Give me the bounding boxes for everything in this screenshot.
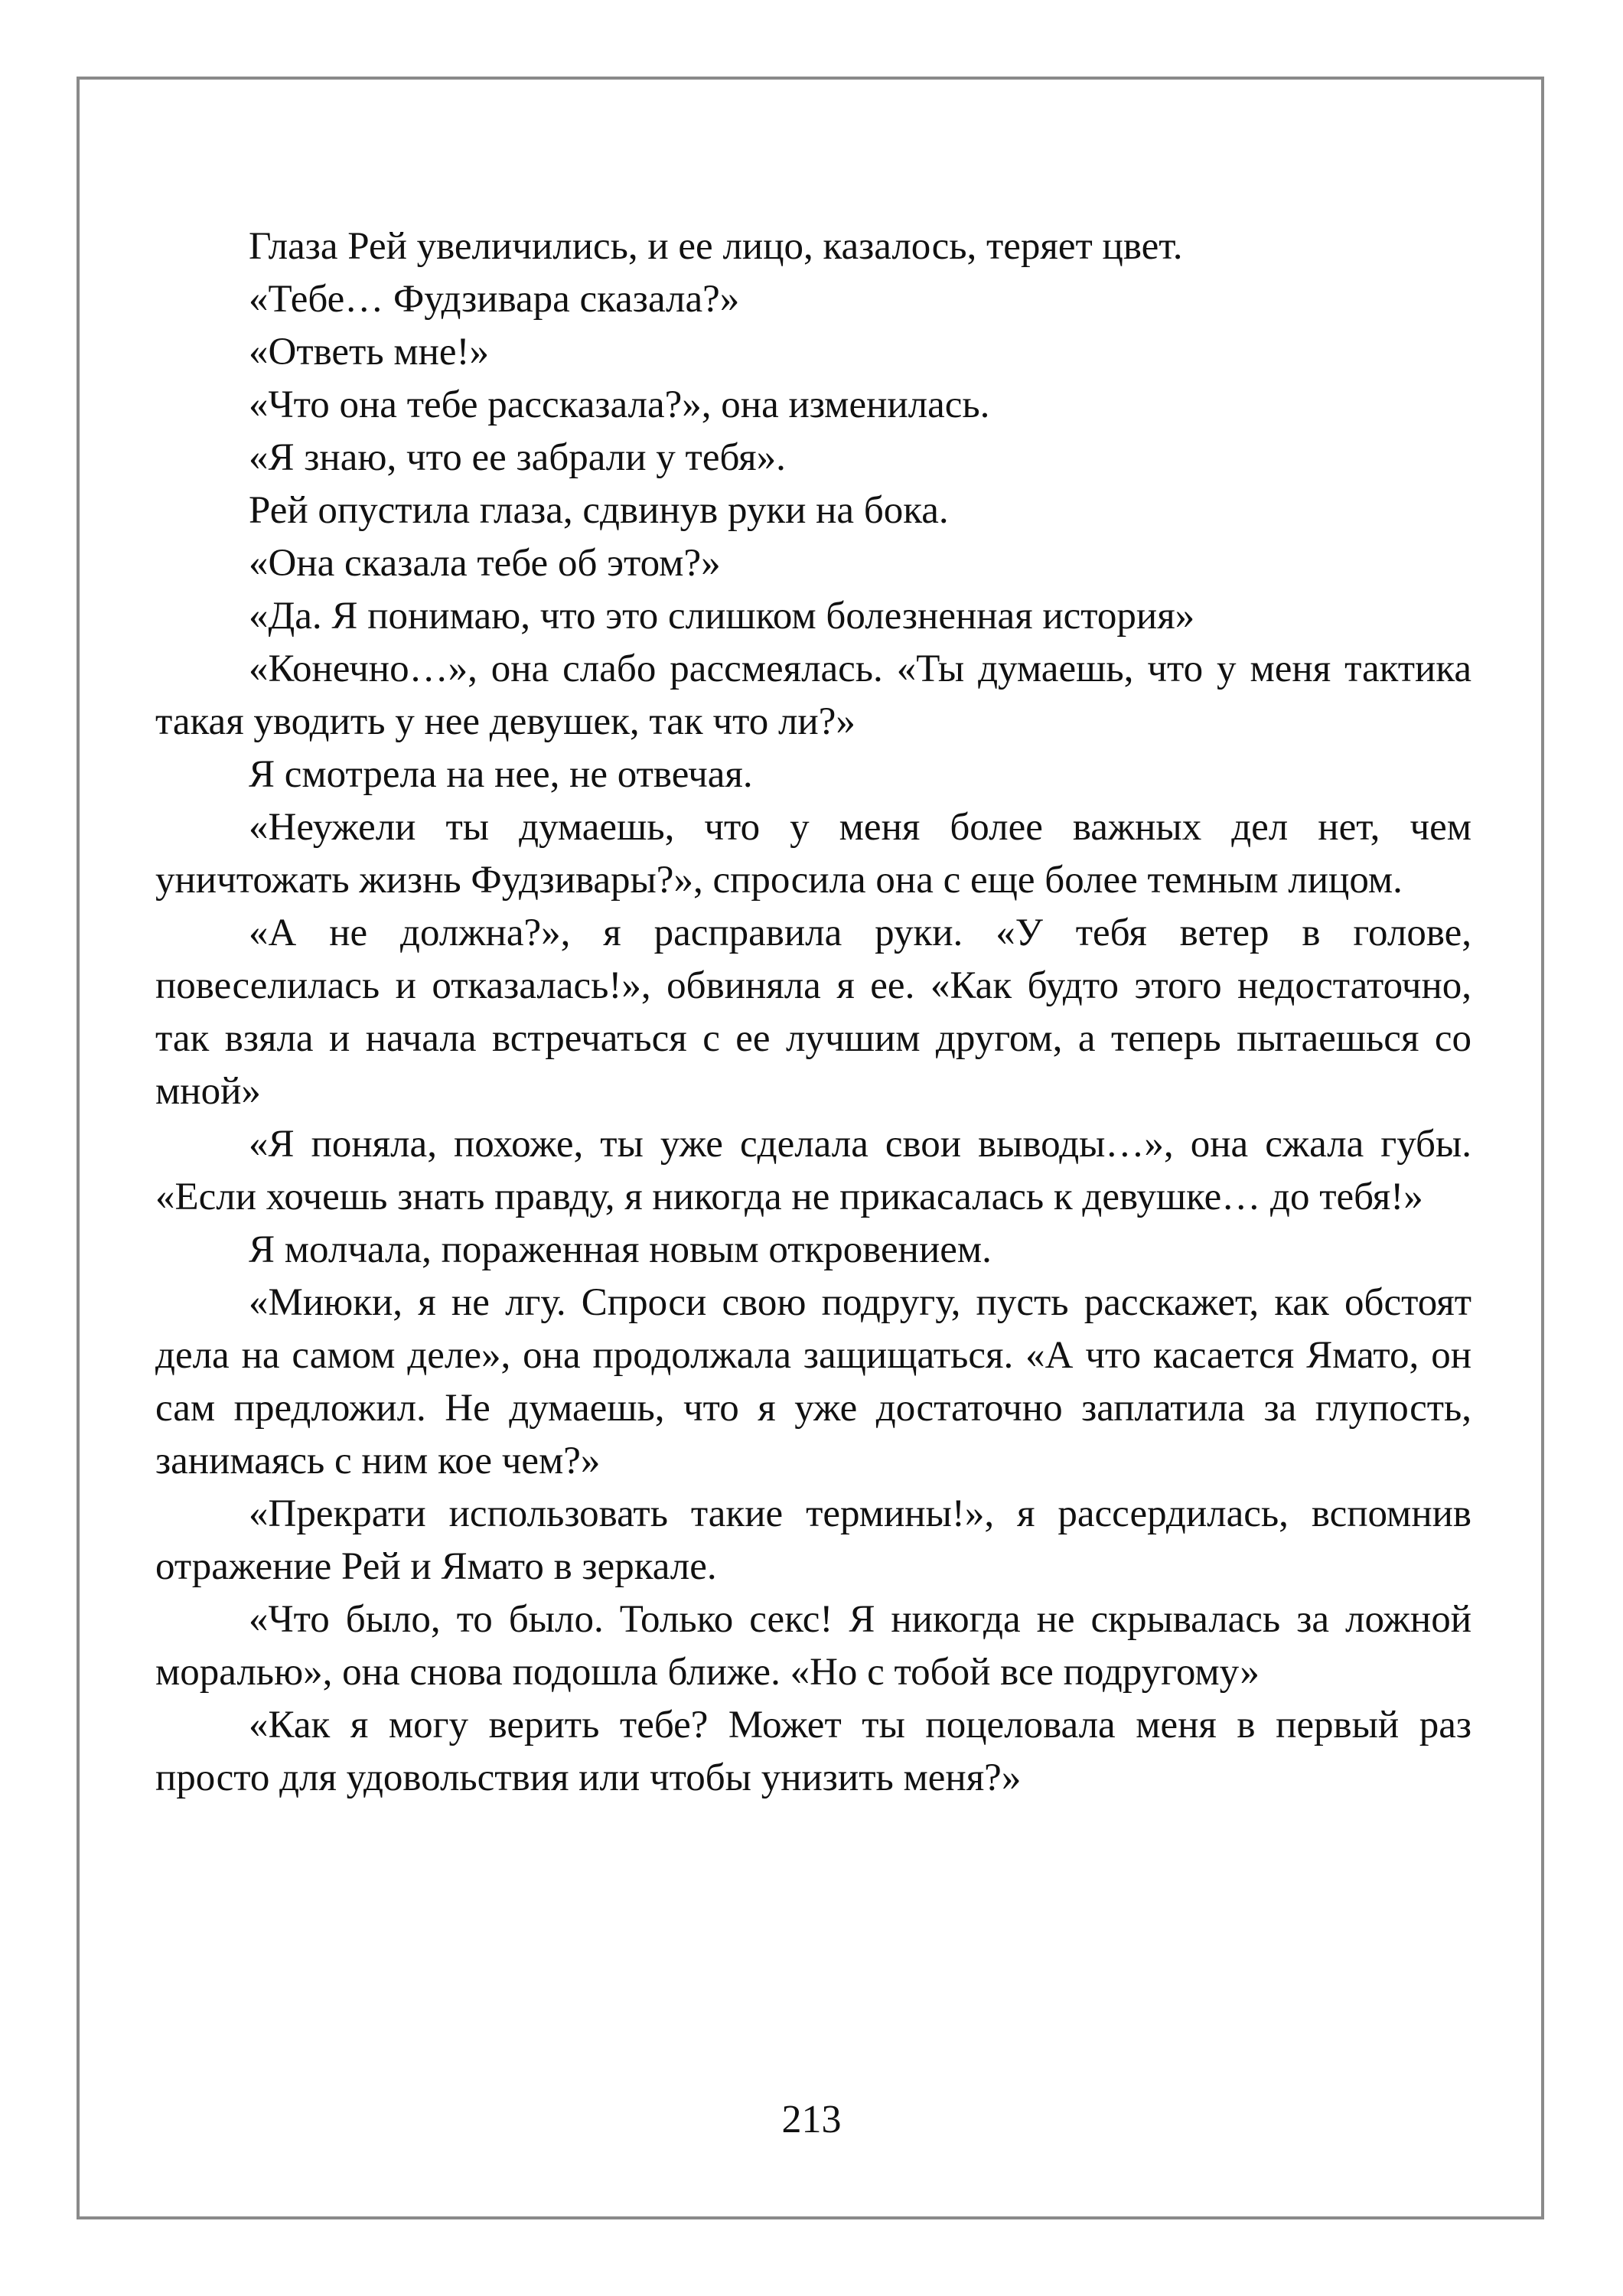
page-number: 213: [781, 2098, 842, 2141]
paragraph: «А не должна?», я расправила руки. «У тебя ветер в голове, повеселилась и отказалась!», обвиняла я ее. «Как будто этого недостаточно, так взяла и начала встречаться с ее лучшим другом, а теперь пытаешься со мной»: [155, 912, 1471, 1113]
paragraph: Я смотрела на нее, не отвечая.: [249, 753, 753, 796]
paragraph: «Я знаю, что ее забрали у тебя».: [249, 436, 786, 479]
paragraph: «Ответь мне!»: [249, 331, 490, 373]
paragraph: «Она сказала тебе об этом?»: [249, 542, 721, 585]
body-text: [155, 220, 1471, 1805]
paragraph: «Как я могу верить тебе? Может ты поцеловала меня в первый раз просто для удовольствия или чтобы унизить меня?»: [155, 1704, 1471, 1799]
paragraph: «Прекрати использовать такие термины!», я рассердилась, вспомнив отражение Рей и Ямато в зеркале.: [155, 1492, 1471, 1588]
paragraph: «Что она тебе рассказала?», она изменилась.: [249, 383, 990, 426]
paragraph: «Миюки, я не лгу. Спроси свою подругу, пусть расскажет, как обстоят дела на самом деле», она продолжала защищаться. «А что касается Ямато, он сам предложил. Не думаешь, что я уже достаточно заплатила за глупость, занимаясь с ним кое чем?»: [155, 1281, 1471, 1482]
paragraph: Рей опустила глаза, сдвинув руки на бока.: [249, 489, 949, 532]
paragraph: «Да. Я понимаю, что это слишком болезненная история»: [249, 595, 1195, 638]
paragraph: «Что было, то было. Только секс! Я никогда не скрывалась за ложной моралью», она снова подошла ближе. «Но с тобой все подругому»: [155, 1598, 1471, 1694]
paragraph: «Я поняла, похоже, ты уже сделала свои выводы…», она сжала губы. «Если хочешь знать правду, я никогда не прикасалась к девушке… до тебя!»: [155, 1123, 1471, 1218]
paragraph: «Тебе… Фудзивара сказала?»: [249, 278, 740, 321]
paragraph: Глаза Рей увеличились, и ее лицо, казалось, теряет цвет.: [249, 225, 1183, 268]
paragraph: «Неужели ты думаешь, что у меня более важных дел нет, чем уничтожать жизнь Фудзивары?», спросила она с еще более темным лицом.: [155, 806, 1471, 902]
paragraph: Я молчала, пораженная новым откровением.: [249, 1228, 992, 1271]
paragraph: «Конечно…», она слабо рассмеялась. «Ты думаешь, что у меня тактика такая уводить у нее девушек, так что ли?»: [155, 647, 1471, 743]
